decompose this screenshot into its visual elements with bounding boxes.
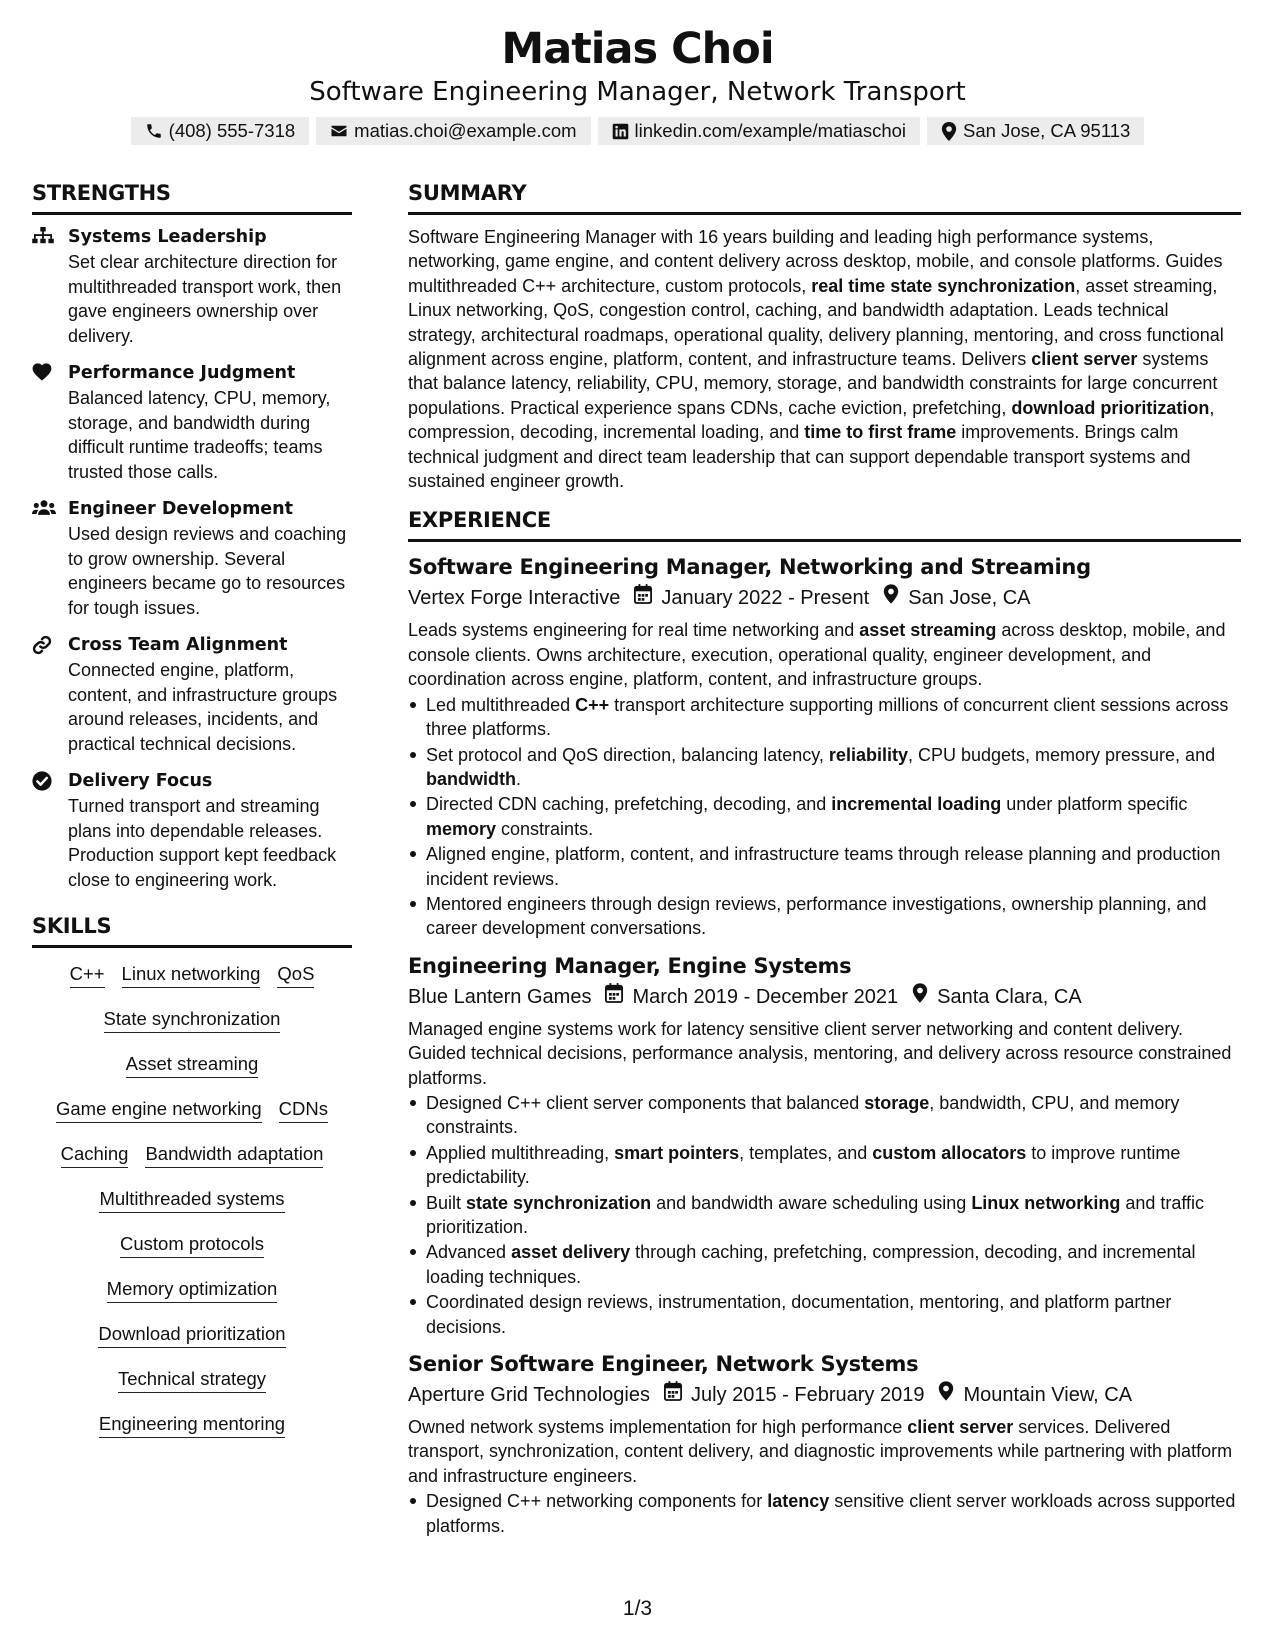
text-segment: services. Delivered transport, synchronization, content delivery, and diagnostic improvements while partnering with platform and infrastructure engineers. bbox=[408, 1417, 1233, 1486]
bold-text: time to first frame bbox=[804, 422, 957, 443]
skill-row bbox=[32, 1367, 352, 1393]
location-icon bbox=[883, 584, 899, 604]
text-segment: constraints. bbox=[496, 818, 594, 839]
contact-bar bbox=[0, 117, 1275, 145]
text-segment: through caching, prefetching, compression, decoding, and incremental loading techniques. bbox=[426, 1242, 1196, 1287]
job-meta bbox=[408, 582, 1241, 614]
bullet-item bbox=[408, 1240, 1241, 1289]
contact-linkedin-text: linkedin.com/example/matiaschoi bbox=[634, 120, 907, 141]
job-title: Engineering Manager, Engine Systems bbox=[408, 953, 852, 978]
text-segment: Applied multithreading, bbox=[426, 1142, 615, 1163]
skill-tag: Custom protocols bbox=[120, 1232, 264, 1258]
bold-text: Linux networking bbox=[971, 1192, 1121, 1213]
strength-item bbox=[32, 769, 352, 892]
contact-location bbox=[927, 117, 1144, 145]
text-segment: Designed C++ networking components for bbox=[426, 1491, 768, 1512]
job-meta bbox=[408, 1379, 1241, 1411]
text-segment: Managed engine systems work for latency sensitive client server networking and content delivery. Guided technical decisions, performance analysis, mentoring, and delivery across resource constrained platforms. bbox=[408, 1018, 1232, 1088]
job-title: Senior Software Engineer, Network Systems bbox=[408, 1352, 919, 1377]
job-dates: January 2022 - Present bbox=[661, 587, 870, 610]
bold-text: client server bbox=[907, 1417, 1014, 1438]
job-description bbox=[408, 1017, 1241, 1090]
location-icon bbox=[941, 122, 957, 141]
job-dates: July 2015 - February 2019 bbox=[691, 1384, 925, 1407]
contact-location-text: San Jose, CA 95113 bbox=[963, 120, 1131, 141]
strength-desc: Turned transport and streaming plans into dependable releases. Production support kept feedback close to engineering work. bbox=[68, 796, 337, 890]
location-icon bbox=[938, 1381, 954, 1401]
text-segment: Designed C++ client server components that balanced bbox=[426, 1092, 865, 1113]
skill-tag: Multithreaded systems bbox=[99, 1187, 284, 1213]
bold-text: bandwidth bbox=[426, 768, 516, 789]
users-icon bbox=[32, 499, 56, 517]
strength-title: Performance Judgment bbox=[68, 363, 296, 383]
skills-heading: SKILLS bbox=[32, 913, 352, 948]
candidate-name: Matias Choi bbox=[501, 24, 774, 74]
skill-row bbox=[32, 1412, 352, 1438]
text-segment: under platform specific bbox=[1001, 794, 1188, 815]
calendar-icon bbox=[605, 983, 623, 1003]
bold-text: state synchronization bbox=[466, 1192, 652, 1213]
strength-item bbox=[32, 225, 352, 348]
strength-title: Delivery Focus bbox=[68, 771, 213, 791]
strength-title: Engineer Development bbox=[68, 499, 294, 519]
strength-item bbox=[32, 633, 352, 756]
org-chart-icon bbox=[32, 227, 54, 245]
contact-linkedin[interactable] bbox=[598, 117, 920, 145]
contact-phone-text: (408) 555-7318 bbox=[168, 120, 296, 141]
calendar-icon bbox=[634, 584, 652, 604]
bullet-item bbox=[408, 1091, 1241, 1140]
bullet-item bbox=[408, 743, 1241, 792]
job-entry bbox=[408, 951, 1241, 1339]
skill-tag: Bandwidth adaptation bbox=[145, 1142, 323, 1168]
skill-tag: Download prioritization bbox=[98, 1322, 285, 1348]
location-icon bbox=[912, 983, 928, 1003]
candidate-title: Software Engineering Manager, Network Transport bbox=[309, 77, 966, 107]
bullet-item bbox=[408, 1141, 1241, 1190]
skill-row bbox=[32, 1007, 352, 1033]
skill-tag: C++ bbox=[70, 962, 105, 988]
bold-text: memory bbox=[426, 818, 497, 839]
text-segment: Advanced bbox=[426, 1242, 512, 1263]
bold-text: incremental loading bbox=[831, 794, 1002, 815]
job-bullets bbox=[408, 1091, 1241, 1339]
text-segment: . bbox=[515, 768, 521, 789]
contact-email[interactable] bbox=[316, 117, 590, 145]
resume-header bbox=[0, 22, 1275, 145]
skill-tag: Technical strategy bbox=[118, 1367, 266, 1393]
email-icon bbox=[330, 122, 348, 140]
job-description bbox=[408, 618, 1241, 691]
link-icon bbox=[32, 635, 52, 655]
left-column bbox=[32, 180, 352, 1457]
contact-email-text: matias.choi@example.com bbox=[354, 120, 577, 141]
text-segment: Owned network systems implementation for high performance bbox=[408, 1417, 908, 1438]
text-segment: , compression, decoding, incremental loading, and bbox=[408, 397, 1215, 443]
bullet-item bbox=[408, 892, 1241, 941]
text-segment: , asset streaming, Linux networking, QoS, congestion control, caching, and bandwidth adaptation. Leads technical strategy, architectural roadmaps, operational quality, delivery planning, mentoring, and cross functional alignment across engine, platform, content, and infrastructure teams. Delivers bbox=[408, 275, 1224, 370]
check-circle-icon bbox=[32, 771, 52, 791]
skill-tag: Memory optimization bbox=[107, 1277, 278, 1303]
contact-phone bbox=[131, 117, 310, 145]
job-company: Blue Lantern Games bbox=[408, 985, 592, 1008]
text-segment: Built bbox=[426, 1192, 467, 1213]
strength-desc: Used design reviews and coaching to grow ownership. Several engineers became go to resources for tough issues. bbox=[68, 524, 347, 618]
text-segment: across desktop, mobile, and console clients. Owns architecture, execution, operational quality, engineer development, and coordination across engine, platform, content, and infrastructure groups. bbox=[408, 620, 1226, 690]
text-segment: improvements. Brings calm technical judgment and direct team leadership that can support dependable transport systems and sustained engineer growth. bbox=[408, 422, 1191, 492]
text-segment: Leads systems engineering for real time networking and bbox=[408, 620, 860, 641]
job-description bbox=[408, 1415, 1241, 1488]
summary-text bbox=[408, 225, 1241, 493]
skill-row bbox=[32, 1232, 352, 1258]
text-segment: transport architecture supporting millions of concurrent client sessions across three platforms. bbox=[426, 694, 1229, 740]
bullet-item bbox=[408, 792, 1241, 841]
bold-text: C++ bbox=[575, 694, 610, 715]
skill-row bbox=[32, 1097, 352, 1123]
bullet-item bbox=[408, 1489, 1241, 1538]
text-segment: to improve runtime predictability. bbox=[426, 1142, 1181, 1188]
bullet-item bbox=[408, 1191, 1241, 1240]
strength-desc: Balanced latency, CPU, memory, storage, and bandwidth during difficult runtime tradeoffs; teams trusted those calls. bbox=[68, 388, 331, 482]
text-segment: Software Engineering Manager with 16 years building and leading high performance systems, networking, game engine, and content delivery across desktop, mobile, and console platforms. Guides multithreaded C++ architecture, custom protocols, bbox=[408, 227, 1223, 296]
experience-list bbox=[408, 552, 1241, 1538]
skill-row bbox=[32, 1322, 352, 1348]
text-segment: , bandwidth, CPU, and memory constraints. bbox=[426, 1092, 1180, 1138]
strength-title: Systems Leadership bbox=[68, 227, 267, 247]
strength-desc: Connected engine, platform, content, and infrastructure groups around releases, incidents, and practical technical decisions. bbox=[68, 660, 338, 754]
skill-tag: Engineering mentoring bbox=[99, 1412, 285, 1438]
skill-row bbox=[32, 1052, 352, 1078]
skill-tag: Asset streaming bbox=[126, 1052, 259, 1078]
calendar-icon bbox=[664, 1381, 682, 1401]
job-location: San Jose, CA bbox=[908, 587, 1031, 610]
skill-tag: QoS bbox=[277, 962, 314, 988]
summary-heading: SUMMARY bbox=[408, 180, 1241, 215]
text-segment: Led multithreaded bbox=[426, 694, 576, 715]
linkedin-icon bbox=[612, 123, 629, 140]
job-company: Vertex Forge Interactive bbox=[408, 587, 621, 610]
text-segment: systems that balance latency, reliability, CPU, memory, storage, and bandwidth constraints for large concurrent populations. Practical experience spans CDNs, cache eviction, prefetching, bbox=[408, 349, 1218, 418]
text-segment: , CPU budgets, memory pressure, and bbox=[907, 744, 1216, 765]
text-segment: Directed CDN caching, prefetching, decoding, and bbox=[426, 794, 832, 815]
page-number: 1/3 bbox=[622, 1597, 653, 1620]
text-segment: and bandwidth aware scheduling using bbox=[651, 1192, 972, 1213]
job-entry bbox=[408, 1349, 1241, 1538]
bold-text: asset streaming bbox=[859, 620, 997, 641]
job-entry bbox=[408, 552, 1241, 940]
job-location: Mountain View, CA bbox=[963, 1384, 1133, 1407]
bold-text: storage bbox=[864, 1092, 930, 1113]
strength-item bbox=[32, 361, 352, 484]
bullet-item bbox=[408, 693, 1241, 742]
bold-text: asset delivery bbox=[511, 1242, 631, 1263]
bold-text: custom allocators bbox=[872, 1142, 1027, 1163]
job-dates: March 2019 - December 2021 bbox=[632, 985, 899, 1008]
skill-row bbox=[32, 962, 352, 988]
skill-tag: Caching bbox=[61, 1142, 129, 1168]
right-column bbox=[408, 180, 1241, 1548]
heart-icon bbox=[32, 363, 52, 381]
experience-heading: EXPERIENCE bbox=[408, 507, 1241, 542]
job-bullets bbox=[408, 693, 1241, 941]
bold-text: real time state synchronization bbox=[811, 275, 1076, 296]
bold-text: client server bbox=[1031, 349, 1138, 370]
strength-desc: Set clear architecture direction for multithreaded transport work, then gave engineers ownership over delivery. bbox=[68, 252, 342, 346]
strength-item bbox=[32, 497, 352, 620]
job-location: Santa Clara, CA bbox=[937, 985, 1082, 1008]
bold-text: latency bbox=[767, 1491, 830, 1512]
bold-text: smart pointers bbox=[614, 1142, 740, 1163]
skill-tag: CDNs bbox=[279, 1097, 328, 1123]
text-segment: and traffic prioritization. bbox=[426, 1192, 1205, 1237]
skill-row bbox=[32, 1277, 352, 1303]
text-segment: sensitive client server workloads across supported platforms. bbox=[426, 1491, 1236, 1536]
bullet-item bbox=[408, 842, 1241, 891]
bold-text: download prioritization bbox=[1011, 397, 1210, 418]
job-company: Aperture Grid Technologies bbox=[408, 1384, 650, 1407]
text-segment: Mentored engineers through design reviews, performance investigations, ownership planning, and career development conversations. bbox=[426, 893, 1207, 939]
job-meta bbox=[408, 981, 1241, 1013]
strength-title: Cross Team Alignment bbox=[68, 635, 288, 655]
text-segment: Coordinated design reviews, instrumentation, documentation, mentoring, and platform partner decisions. bbox=[426, 1292, 1172, 1337]
skill-tag: Linux networking bbox=[122, 962, 261, 988]
bullet-item bbox=[408, 1290, 1241, 1339]
job-title: Software Engineering Manager, Networking and Streaming bbox=[408, 555, 1091, 580]
skills-list bbox=[32, 962, 352, 1438]
strengths-heading: STRENGTHS bbox=[32, 180, 352, 215]
skill-row bbox=[32, 1142, 352, 1168]
skill-tag: Game engine networking bbox=[56, 1097, 262, 1123]
bold-text: reliability bbox=[828, 744, 908, 765]
skill-tag: State synchronization bbox=[104, 1007, 281, 1033]
skill-row bbox=[32, 1187, 352, 1213]
phone-icon bbox=[145, 122, 163, 140]
text-segment: , templates, and bbox=[739, 1142, 873, 1163]
text-segment: Set protocol and QoS direction, balancing latency, bbox=[426, 744, 829, 765]
job-bullets bbox=[408, 1489, 1241, 1538]
text-segment: Aligned engine, platform, content, and infrastructure teams through release planning and production incident reviews. bbox=[426, 844, 1221, 889]
